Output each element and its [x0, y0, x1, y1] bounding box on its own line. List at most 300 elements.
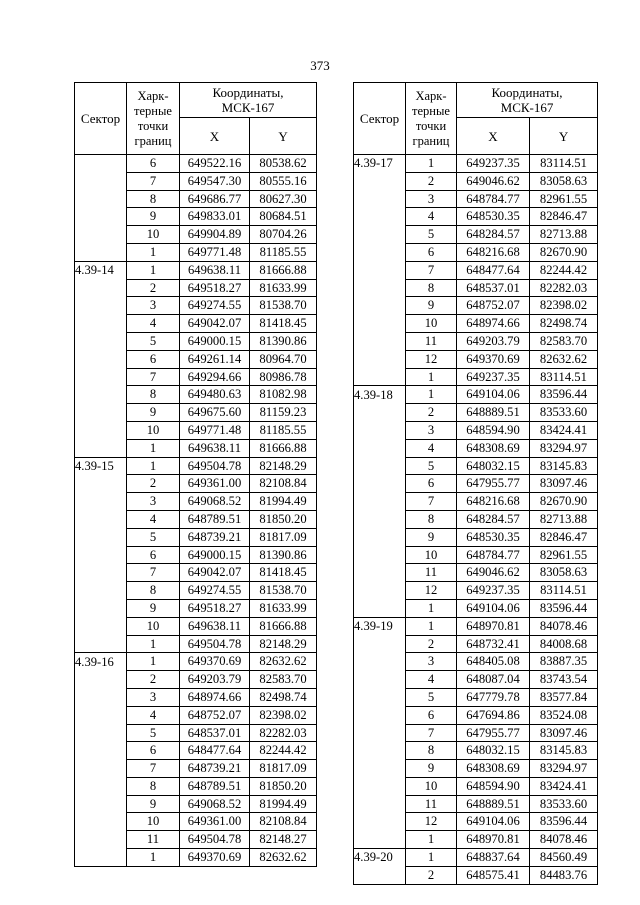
sector-cell	[75, 208, 127, 226]
point-number-cell: 7	[406, 724, 457, 742]
point-number-cell: 11	[127, 831, 180, 849]
y-coordinate-cell: 81082.98	[250, 386, 317, 404]
y-coordinate-cell: 83424.41	[530, 777, 598, 795]
sector-cell	[354, 226, 406, 244]
y-coordinate-cell: 81633.99	[250, 599, 317, 617]
point-number-cell: 7	[127, 564, 180, 582]
x-coordinate-cell: 649104.06	[457, 386, 530, 404]
table-row	[75, 226, 317, 244]
sector-cell	[354, 599, 406, 617]
sector-cell	[75, 350, 127, 368]
table-row	[75, 404, 317, 422]
x-coordinate-cell: 649237.35	[457, 582, 530, 600]
sector-header: Сектор	[75, 83, 127, 155]
sector-cell	[75, 190, 127, 208]
x-coordinate-cell: 648784.77	[457, 190, 530, 208]
table-row	[354, 155, 598, 173]
table-row	[354, 777, 598, 795]
y-coordinate-cell: 82632.62	[530, 350, 598, 368]
table-row	[354, 439, 598, 457]
y-coordinate-cell: 81850.20	[250, 777, 317, 795]
point-number-cell: 7	[406, 261, 457, 279]
point-number-cell: 1	[127, 439, 180, 457]
table-row	[75, 564, 317, 582]
table-row	[354, 421, 598, 439]
point-number-cell: 4	[127, 510, 180, 528]
sector-cell	[354, 190, 406, 208]
point-number-cell: 3	[127, 688, 180, 706]
point-number-cell: 12	[406, 582, 457, 600]
point-number-cell: 8	[127, 386, 180, 404]
sector-header: Сектор	[354, 83, 406, 155]
x-coordinate-cell: 648970.81	[457, 617, 530, 635]
sector-cell	[75, 315, 127, 333]
sector-cell	[354, 866, 406, 884]
point-number-cell: 1	[127, 635, 180, 653]
x-coordinate-cell: 649361.00	[180, 475, 250, 493]
x-coordinate-cell: 649046.62	[457, 172, 530, 190]
table-row	[75, 421, 317, 439]
x-coordinate-cell: 649068.52	[180, 795, 250, 813]
point-number-cell: 1	[406, 155, 457, 173]
table-row	[354, 813, 598, 831]
point-number-cell: 2	[406, 404, 457, 422]
table-row	[354, 653, 598, 671]
sector-cell	[354, 564, 406, 582]
sector-cell	[354, 297, 406, 315]
point-number-cell: 10	[406, 315, 457, 333]
y-coordinate-cell: 80538.62	[250, 155, 317, 173]
y-coordinate-cell: 81390.86	[250, 332, 317, 350]
y-header: Y	[530, 118, 598, 155]
y-coordinate-cell: 81390.86	[250, 546, 317, 564]
y-coordinate-cell: 82846.47	[530, 208, 598, 226]
sector-cell	[354, 475, 406, 493]
sector-cell	[354, 813, 406, 831]
table-row	[354, 760, 598, 778]
sector-cell	[75, 172, 127, 190]
point-number-cell: 4	[127, 706, 180, 724]
sector-cell	[75, 243, 127, 261]
sector-cell	[75, 421, 127, 439]
sector-cell	[354, 457, 406, 475]
y-coordinate-cell: 83596.44	[530, 386, 598, 404]
sector-cell	[354, 368, 406, 386]
y-coordinate-cell: 82498.74	[530, 315, 598, 333]
table-row	[354, 350, 598, 368]
table-row	[75, 155, 317, 173]
sector-cell	[75, 528, 127, 546]
x-coordinate-cell: 649480.63	[180, 386, 250, 404]
x-coordinate-cell: 647955.77	[457, 475, 530, 493]
x-coordinate-cell: 648974.66	[457, 315, 530, 333]
point-number-cell: 9	[127, 208, 180, 226]
point-number-cell: 6	[127, 546, 180, 564]
point-number-cell: 1	[127, 243, 180, 261]
table-row	[354, 172, 598, 190]
x-coordinate-cell: 649833.01	[180, 208, 250, 226]
sector-cell	[75, 155, 127, 173]
table-row	[75, 332, 317, 350]
x-coordinate-cell: 649518.27	[180, 279, 250, 297]
table-row	[354, 243, 598, 261]
sector-cell	[354, 510, 406, 528]
sector-cell	[75, 546, 127, 564]
y-coordinate-cell: 83596.44	[530, 599, 598, 617]
y-coordinate-cell: 83577.84	[530, 688, 598, 706]
point-number-cell: 6	[127, 350, 180, 368]
sector-cell	[354, 671, 406, 689]
sector-cell	[75, 386, 127, 404]
table-row	[354, 706, 598, 724]
table-row	[75, 617, 317, 635]
point-number-cell: 9	[406, 528, 457, 546]
point-number-cell: 7	[127, 172, 180, 190]
point-number-cell: 2	[127, 279, 180, 297]
sector-cell	[354, 760, 406, 778]
y-coordinate-cell: 82398.02	[530, 297, 598, 315]
table-row	[354, 582, 598, 600]
x-coordinate-cell: 647955.77	[457, 724, 530, 742]
point-number-cell: 8	[127, 582, 180, 600]
point-number-cell: 8	[406, 742, 457, 760]
x-coordinate-cell: 649675.60	[180, 404, 250, 422]
sector-cell	[354, 279, 406, 297]
y-coordinate-cell: 82670.90	[530, 243, 598, 261]
sector-cell	[75, 493, 127, 511]
y-coordinate-cell: 83294.97	[530, 439, 598, 457]
sector-cell	[75, 510, 127, 528]
y-coordinate-cell: 84008.68	[530, 635, 598, 653]
point-number-cell: 6	[406, 475, 457, 493]
sector-cell	[354, 243, 406, 261]
table-row	[354, 866, 598, 884]
x-coordinate-cell: 648594.90	[457, 421, 530, 439]
point-number-cell: 12	[406, 350, 457, 368]
point-number-cell: 1	[127, 849, 180, 867]
x-coordinate-cell: 649274.55	[180, 297, 250, 315]
point-number-cell: 4	[406, 208, 457, 226]
x-coordinate-cell: 648889.51	[457, 404, 530, 422]
x-coordinate-cell: 649504.78	[180, 635, 250, 653]
point-number-cell: 11	[406, 332, 457, 350]
coordinates-table-right	[353, 82, 598, 885]
y-coordinate-cell: 81666.88	[250, 261, 317, 279]
x-coordinate-cell: 648837.64	[457, 849, 530, 867]
y-coordinate-cell: 81418.45	[250, 315, 317, 333]
y-coordinate-cell: 82244.42	[530, 261, 598, 279]
x-coordinate-cell: 649042.07	[180, 315, 250, 333]
x-coordinate-cell: 649370.69	[180, 653, 250, 671]
sector-cell	[354, 261, 406, 279]
x-coordinate-cell: 648308.69	[457, 439, 530, 457]
y-coordinate-cell: 82713.88	[530, 226, 598, 244]
x-coordinate-cell: 648308.69	[457, 760, 530, 778]
point-number-cell: 1	[406, 368, 457, 386]
x-coordinate-cell: 648575.41	[457, 866, 530, 884]
y-coordinate-cell: 81666.88	[250, 617, 317, 635]
point-number-cell: 5	[127, 528, 180, 546]
point-number-cell: 7	[127, 760, 180, 778]
y-coordinate-cell: 82583.70	[530, 332, 598, 350]
x-coordinate-cell: 649000.15	[180, 546, 250, 564]
sector-cell	[75, 617, 127, 635]
y-coordinate-cell: 82498.74	[250, 688, 317, 706]
y-coordinate-cell: 84483.76	[530, 866, 598, 884]
point-number-cell: 5	[406, 457, 457, 475]
y-coordinate-cell: 83596.44	[530, 813, 598, 831]
table-row	[75, 172, 317, 190]
sector-cell	[75, 297, 127, 315]
point-number-cell: 9	[406, 297, 457, 315]
table-row	[354, 688, 598, 706]
x-coordinate-cell: 648530.35	[457, 528, 530, 546]
y-coordinate-cell: 80964.70	[250, 350, 317, 368]
table-row	[354, 528, 598, 546]
sector-cell: 4.39-19	[354, 617, 406, 635]
point-number-cell: 1	[406, 849, 457, 867]
x-coordinate-cell: 649000.15	[180, 332, 250, 350]
x-coordinate-cell: 649504.78	[180, 457, 250, 475]
x-coordinate-cell: 648970.81	[457, 831, 530, 849]
sector-cell	[75, 599, 127, 617]
y-coordinate-cell: 81185.55	[250, 243, 317, 261]
y-coordinate-cell: 81538.70	[250, 297, 317, 315]
x-coordinate-cell: 649203.79	[180, 671, 250, 689]
y-coordinate-cell: 83524.08	[530, 706, 598, 724]
sector-cell	[354, 706, 406, 724]
y-coordinate-cell: 82148.29	[250, 635, 317, 653]
table-row	[75, 208, 317, 226]
point-number-cell: 3	[127, 297, 180, 315]
table-row	[75, 386, 317, 404]
sector-cell	[354, 724, 406, 742]
table-row	[75, 831, 317, 849]
point-number-cell: 4	[406, 671, 457, 689]
y-coordinate-cell: 83058.63	[530, 564, 598, 582]
point-number-cell: 3	[406, 421, 457, 439]
table-row	[354, 831, 598, 849]
table-row	[354, 795, 598, 813]
y-coordinate-cell: 82398.02	[250, 706, 317, 724]
x-coordinate-cell: 649274.55	[180, 582, 250, 600]
table-row	[75, 653, 317, 671]
y-coordinate-cell: 84078.46	[530, 617, 598, 635]
table-row	[354, 599, 598, 617]
sector-cell	[75, 635, 127, 653]
sector-cell	[354, 439, 406, 457]
sector-cell	[354, 546, 406, 564]
sector-cell: 4.39-14	[75, 261, 127, 279]
point-number-cell: 11	[406, 795, 457, 813]
x-coordinate-cell: 648530.35	[457, 208, 530, 226]
table-row	[354, 493, 598, 511]
x-coordinate-cell: 648477.64	[457, 261, 530, 279]
table-row	[75, 599, 317, 617]
table-row	[75, 190, 317, 208]
point-number-cell: 10	[127, 226, 180, 244]
x-coordinate-cell: 649904.89	[180, 226, 250, 244]
table-row	[354, 386, 598, 404]
point-number-cell: 2	[406, 172, 457, 190]
point-number-cell: 7	[406, 493, 457, 511]
characteristic-points-header: Харк- терные точки границ	[127, 83, 180, 155]
y-coordinate-cell: 81850.20	[250, 510, 317, 528]
y-coordinate-cell: 83887.35	[530, 653, 598, 671]
table-row	[75, 350, 317, 368]
table-row	[354, 261, 598, 279]
sector-cell	[75, 226, 127, 244]
point-number-cell: 1	[406, 617, 457, 635]
y-coordinate-cell: 81817.09	[250, 528, 317, 546]
sector-cell	[354, 777, 406, 795]
table-row	[354, 475, 598, 493]
sector-cell	[354, 795, 406, 813]
table-row	[354, 546, 598, 564]
x-coordinate-cell: 648732.41	[457, 635, 530, 653]
sector-cell	[354, 688, 406, 706]
point-number-cell: 7	[127, 368, 180, 386]
point-number-cell: 9	[127, 404, 180, 422]
y-coordinate-cell: 83533.60	[530, 404, 598, 422]
sector-cell	[354, 350, 406, 368]
sector-cell	[75, 777, 127, 795]
point-number-cell: 2	[406, 635, 457, 653]
y-coordinate-cell: 80704.26	[250, 226, 317, 244]
table-row	[75, 849, 317, 867]
y-coordinate-cell: 83743.54	[530, 671, 598, 689]
y-coordinate-cell: 83424.41	[530, 421, 598, 439]
y-coordinate-cell: 83294.97	[530, 760, 598, 778]
table-row	[75, 706, 317, 724]
y-coordinate-cell: 80627.30	[250, 190, 317, 208]
x-coordinate-cell: 649104.06	[457, 599, 530, 617]
table-row	[75, 493, 317, 511]
sector-cell	[75, 332, 127, 350]
y-coordinate-cell: 82108.84	[250, 813, 317, 831]
x-coordinate-cell: 649104.06	[457, 813, 530, 831]
point-number-cell: 2	[127, 475, 180, 493]
table-row	[75, 457, 317, 475]
y-coordinate-cell: 81633.99	[250, 279, 317, 297]
point-number-cell: 1	[127, 261, 180, 279]
point-number-cell: 6	[406, 706, 457, 724]
point-number-cell: 6	[127, 155, 180, 173]
coordinates-header: Координаты, МСК-167	[180, 83, 317, 118]
y-coordinate-cell: 82713.88	[530, 510, 598, 528]
point-number-cell: 10	[127, 421, 180, 439]
table-row	[75, 688, 317, 706]
point-number-cell: 2	[406, 866, 457, 884]
point-number-cell: 10	[406, 546, 457, 564]
sector-cell	[75, 475, 127, 493]
point-number-cell: 4	[406, 439, 457, 457]
point-number-cell: 8	[127, 777, 180, 795]
x-coordinate-cell: 649638.11	[180, 439, 250, 457]
table-row	[75, 510, 317, 528]
sector-cell	[75, 582, 127, 600]
y-coordinate-cell: 81185.55	[250, 421, 317, 439]
table-row	[75, 297, 317, 315]
y-coordinate-cell: 82583.70	[250, 671, 317, 689]
sector-cell	[75, 404, 127, 422]
table-row	[354, 315, 598, 333]
y-coordinate-cell: 83097.46	[530, 724, 598, 742]
point-number-cell: 6	[406, 243, 457, 261]
table-row	[354, 849, 598, 867]
table-row	[354, 457, 598, 475]
x-coordinate-cell: 648537.01	[180, 724, 250, 742]
x-coordinate-cell: 648537.01	[457, 279, 530, 297]
point-number-cell: 8	[406, 510, 457, 528]
table-row	[75, 315, 317, 333]
point-number-cell: 9	[406, 760, 457, 778]
table-row	[354, 226, 598, 244]
point-number-cell: 3	[406, 653, 457, 671]
point-number-cell: 1	[127, 653, 180, 671]
sector-cell	[75, 813, 127, 831]
y-coordinate-cell: 81538.70	[250, 582, 317, 600]
y-coordinate-cell: 82244.42	[250, 742, 317, 760]
sector-cell	[354, 332, 406, 350]
x-coordinate-cell: 648594.90	[457, 777, 530, 795]
table-row	[354, 332, 598, 350]
point-number-cell: 1	[406, 831, 457, 849]
sector-cell: 4.39-17	[354, 155, 406, 173]
point-number-cell: 9	[127, 599, 180, 617]
y-coordinate-cell: 83114.51	[530, 368, 598, 386]
y-coordinate-cell: 83058.63	[530, 172, 598, 190]
point-number-cell: 8	[406, 279, 457, 297]
table-row	[354, 208, 598, 226]
x-coordinate-cell: 649203.79	[457, 332, 530, 350]
x-coordinate-cell: 649237.35	[457, 155, 530, 173]
x-coordinate-cell: 648739.21	[180, 760, 250, 778]
point-number-cell: 10	[406, 777, 457, 795]
x-coordinate-cell: 649638.11	[180, 261, 250, 279]
sector-cell	[75, 795, 127, 813]
sector-cell	[75, 742, 127, 760]
sector-cell: 4.39-18	[354, 386, 406, 404]
table-row	[75, 582, 317, 600]
point-number-cell: 2	[127, 671, 180, 689]
y-coordinate-cell: 82632.62	[250, 849, 317, 867]
point-number-cell: 1	[127, 457, 180, 475]
x-coordinate-cell: 649361.00	[180, 813, 250, 831]
table-row	[75, 671, 317, 689]
x-coordinate-cell: 649042.07	[180, 564, 250, 582]
x-coordinate-cell: 648032.15	[457, 457, 530, 475]
table-row	[75, 546, 317, 564]
y-coordinate-cell: 83114.51	[530, 155, 598, 173]
sector-cell	[354, 582, 406, 600]
coordinates-header: Координаты, МСК-167	[457, 83, 598, 118]
y-coordinate-cell: 81994.49	[250, 795, 317, 813]
sector-cell	[75, 439, 127, 457]
x-coordinate-cell: 648284.57	[457, 226, 530, 244]
table-row	[354, 617, 598, 635]
sector-cell	[75, 671, 127, 689]
y-coordinate-cell: 83533.60	[530, 795, 598, 813]
y-coordinate-cell: 81994.49	[250, 493, 317, 511]
x-coordinate-cell: 649547.30	[180, 172, 250, 190]
x-coordinate-cell: 649261.14	[180, 350, 250, 368]
sector-cell	[354, 208, 406, 226]
sector-cell	[75, 564, 127, 582]
point-number-cell: 4	[127, 315, 180, 333]
point-number-cell: 8	[127, 190, 180, 208]
x-coordinate-cell: 648784.77	[457, 546, 530, 564]
